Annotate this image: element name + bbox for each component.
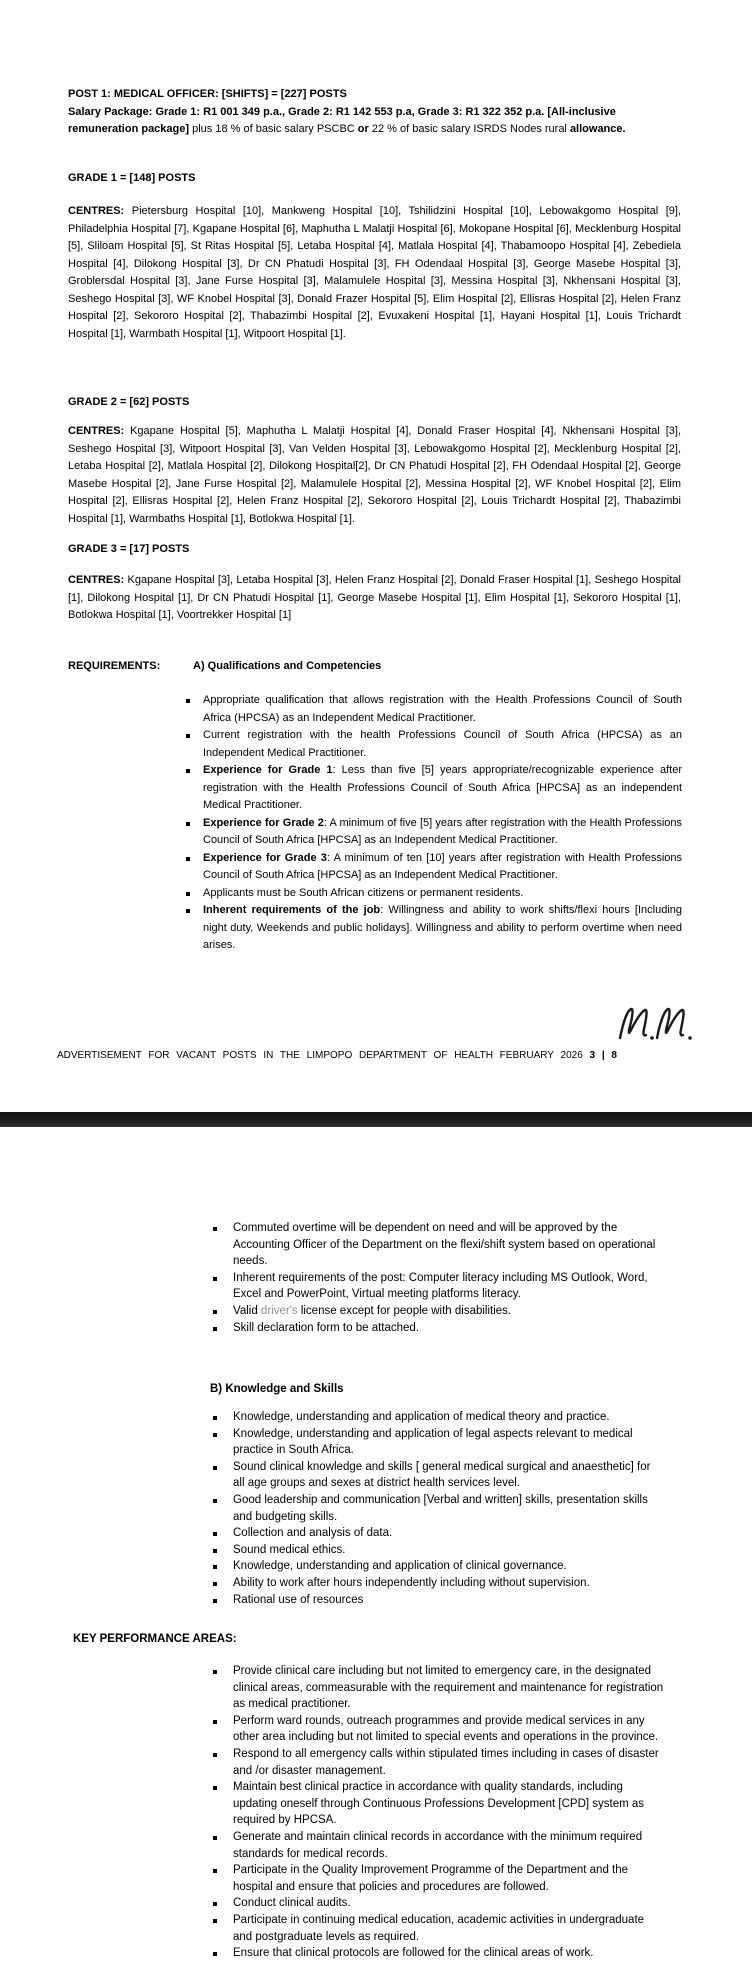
grade2-centres: CENTRES: Kgapane Hospital [5], Maphutha L Malatji Hospital [4], Donald Fraser Hospital [4], Nkhensani Hospital [3], Seshego Hospital [3], Witpoort Hospital [3], Van Velden Hospital [3], Lebowakgomo Hospital [2], Mecklenburg Hospital [2], Letaba Hospital [2], Matlala Hospital [2], Dilokong Hospital[2], Dr CN Phatudi Hospital [2], FH Odendaal Hospital [2], George Masebe Hospital [2], Jane Furse Hospital [2], Malamulele Hospital [2], Messina Hospital [2], WF Knobel Hospital [2], Elim Hospital [2], Ellisras Hospital [2], Helen Franz Hospital [2], Sekororo Hospital [2], Louis Trichardt Hospital [2], Thabazimbi Hospital [1], Warmbaths Hospital [1], Botlokwa Hospital [1]. bbox=[68, 425, 681, 525]
list-item: Appropriate qualification that allows registration with the Health Professions Council of South Africa (HPCSA) as an Independent Medical Practitioner. bbox=[186, 692, 682, 727]
list-item: Inherent requirements of the job: Willingness and ability to work shifts/flexi hours [Including night duty, Weekends and public holidays]. Willingness and ability to perform overtime when need arises. bbox=[186, 902, 682, 955]
list-item: Experience for Grade 3: A minimum of ten [10] years after registration with Health Professions Council of South Africa [HPCSA] as an Independent Medical Practitioner. bbox=[186, 850, 682, 885]
section-a-heading: A) Qualifications and Competencies bbox=[193, 660, 382, 672]
list-item: Ability to work after hours independently including without supervision. bbox=[213, 1575, 665, 1592]
handwritten-signature bbox=[616, 1000, 698, 1046]
list-item: Inherent requirements of the post: Computer literacy including MS Outlook, Word, Excel and PowerPoint, Virtual meeting platforms literacy. bbox=[213, 1270, 665, 1303]
bullet-icon bbox=[213, 1753, 217, 1757]
list-item: Current registration with the health Professions Council of South Africa (HPCSA) as an Independent Medical Practitioner. bbox=[186, 727, 682, 762]
bullet-icon bbox=[186, 769, 190, 773]
grade3-centres: CENTRES: Kgapane Hospital [3], Letaba Hospital [3], Helen Franz Hospital [2], Donald Fraser Hospital [1], Seshego Hospital [1], Dilokong Hospital [1], Dr CN Phatudi Hospital [1], George Masebe Hospital [1], Elim Hospital [1], Sekororo Hospital [1], Botlokwa Hospital [1], Voortrekker Hospital [1] bbox=[68, 574, 681, 621]
page-separator-band bbox=[0, 1112, 752, 1127]
list-item: Rational use of resources bbox=[213, 1592, 665, 1609]
list-item: Knowledge, understanding and application of legal aspects relevant to medical practice in South Africa. bbox=[213, 1426, 665, 1459]
list-item: Sound medical ethics. bbox=[213, 1542, 665, 1559]
bullet-icon bbox=[213, 1499, 217, 1503]
list-item: Valid driver's license except for people with disabilities. bbox=[213, 1303, 665, 1320]
bullet-icon bbox=[213, 1836, 217, 1840]
bullet-icon bbox=[213, 1670, 217, 1674]
grade1-heading: GRADE 1 = [148] POSTS bbox=[68, 172, 196, 184]
bullet-icon bbox=[213, 1720, 217, 1724]
section-a-continued-bullet-list bbox=[213, 1220, 665, 1336]
bullet-icon bbox=[213, 1277, 217, 1281]
bullet-icon bbox=[186, 734, 190, 738]
list-item: Respond to all emergency calls within stipulated times including in cases of disaster and /or disaster management. bbox=[213, 1746, 665, 1779]
list-item: Sound clinical knowledge and skills [ general medical surgical and anaesthetic] for all age groups and sexes at district health services level. bbox=[213, 1459, 665, 1492]
post-title: POST 1: MEDICAL OFFICER: [SHIFTS] = [227] POSTS bbox=[68, 88, 347, 100]
list-item: Conduct clinical audits. bbox=[213, 1895, 665, 1912]
gray-highlight-word: driver's bbox=[260, 1304, 298, 1317]
bullet-icon bbox=[213, 1549, 217, 1553]
post-title-block bbox=[68, 86, 681, 139]
page-number: 3 | 8 bbox=[589, 1050, 617, 1061]
bullet-icon bbox=[213, 1532, 217, 1536]
requirements-label: REQUIREMENTS: bbox=[68, 660, 161, 672]
bullet-icon bbox=[213, 1416, 217, 1420]
section-a-bullet-list bbox=[186, 692, 682, 955]
list-item: Provide clinical care including but not limited to emergency care, in the designated clinical areas, commeasurable with the requirement and maintenance for registration as medical practitioner. bbox=[213, 1663, 665, 1713]
bullet-icon bbox=[213, 1869, 217, 1873]
bullet-icon bbox=[186, 822, 190, 826]
section-b-heading: B) Knowledge and Skills bbox=[210, 1383, 344, 1395]
list-item: Knowledge, understanding and application of clinical governance. bbox=[213, 1558, 665, 1575]
bullet-icon bbox=[213, 1902, 217, 1906]
list-item: Knowledge, understanding and application of medical theory and practice. bbox=[213, 1409, 665, 1426]
grade3-heading: GRADE 3 = [17] POSTS bbox=[68, 543, 190, 555]
bullet-icon bbox=[213, 1227, 217, 1231]
bullet-icon bbox=[186, 909, 190, 913]
list-item: Participate in continuing medical education, academic activities in undergraduate and postgraduate levels as required. bbox=[213, 1912, 665, 1945]
bullet-icon bbox=[213, 1433, 217, 1437]
bullet-icon bbox=[186, 699, 190, 703]
key-performance-areas-label: KEY PERFORMANCE AREAS: bbox=[73, 1633, 237, 1645]
list-item: Collection and analysis of data. bbox=[213, 1525, 665, 1542]
grade2-heading: GRADE 2 = [62] POSTS bbox=[68, 396, 190, 408]
list-item: Commuted overtime will be dependent on need and will be approved by the Accounting Officer of the Department on the flexi/shift system based on operational needs. bbox=[213, 1220, 665, 1270]
list-item: Participate in the Quality Improvement Programme of the Department and the hospital and ensure that policies and procedures are followed. bbox=[213, 1862, 665, 1895]
list-item: Skill declaration form to be attached. bbox=[213, 1320, 665, 1337]
salary-package: Salary Package: Grade 1: R1 001 349 p.a., Grade 2: R1 142 553 p.a, Grade 3: R1 322 352 p.a. [All-inclusive remuneration package] plus 18 % of basic salary PSCBC or 22 % of basic salary ISRDS Nodes rural allowance. bbox=[68, 105, 626, 135]
bullet-icon bbox=[213, 1952, 217, 1956]
list-item: Applicants must be South African citizens or permanent residents. bbox=[186, 885, 682, 903]
grade1-centres: CENTRES: Pietersburg Hospital [10], Mankweng Hospital [10], Tshilidzini Hospital [10], Lebowakgomo Hospital [9], Philadelphia Hospital [7], Kgapane Hospital [6], Maphutha L Malatji Hospital [6], Mokopane Hospital [6], Mecklenburg Hospital [5], Sliloam Hospital [5], St Ritas Hospital [5], Letaba Hospital [4], Matlala Hospital [4], Thabamoopo Hospital [4], Zebediela Hospital [4], Dilokong Hospital [3], Dr CN Phatudi Hospital [3], FH Odendaal Hospital [3], George Masebe Hospital [3], Groblersdal Hospital [3], Jane Furse Hospital [3], Malamulele Hospital [3], Messina Hospital [3], Nkhensani Hospital [3], Seshego Hospital [3], WF Knobel Hospital [3], Donald Frazer Hospital [5], Elim Hospital [2], Ellisras Hospital [2], Helen Franz Hospital [2], Sekororo Hospital [2], Thabazimbi Hospital [2], Evuxakeni Hospital [1], Hayani Hospital [1], Louis Trichardt Hospital [1], Warmbath Hospital [1], Witpoort Hospital [1]. bbox=[68, 205, 681, 340]
bullet-icon bbox=[213, 1582, 217, 1586]
list-item: Generate and maintain clinical records in accordance with the minimum required standards for medical records. bbox=[213, 1829, 665, 1862]
bullet-icon bbox=[213, 1599, 217, 1603]
bullet-icon bbox=[213, 1565, 217, 1569]
bullet-icon bbox=[213, 1919, 217, 1923]
bullet-icon bbox=[213, 1786, 217, 1790]
list-item: Good leadership and communication [Verbal and written] skills, presentation skills and budgeting skills. bbox=[213, 1492, 665, 1525]
bullet-icon bbox=[186, 892, 190, 896]
list-item: Ensure that clinical protocols are followed for the clinical areas of work. bbox=[213, 1945, 665, 1962]
list-item: Perform ward rounds, outreach programmes and provide medical services in any other area including but not limited to special events and operations in the province. bbox=[213, 1713, 665, 1746]
section-b-bullet-list bbox=[213, 1409, 665, 1608]
key-performance-areas-bullet-list bbox=[213, 1663, 665, 1962]
list-item: Maintain best clinical practice in accordance with quality standards, including updating oneself through Continuous Professions Development [CPD] system as required by HPCSA. bbox=[213, 1779, 665, 1829]
bullet-icon bbox=[186, 857, 190, 861]
bullet-icon bbox=[213, 1310, 217, 1314]
bullet-icon bbox=[213, 1327, 217, 1331]
page-footer: ADVERTISEMENT FOR VACANT POSTS IN THE LIMPOPO DEPARTMENT OF HEALTH FEBRUARY 2026 3 | 8 bbox=[57, 1050, 617, 1061]
list-item: Experience for Grade 2: A minimum of five [5] years after registration with the Health Professions Council of South Africa [HPCSA] as an Independent Medical Practitioner. bbox=[186, 815, 682, 850]
list-item: Experience for Grade 1: Less than five [5] years appropriate/recognizable experience after registration with the Health Professions Council of South Africa [HPCSA] as an independent Medical Practitioner. bbox=[186, 762, 682, 815]
bullet-icon bbox=[213, 1466, 217, 1470]
